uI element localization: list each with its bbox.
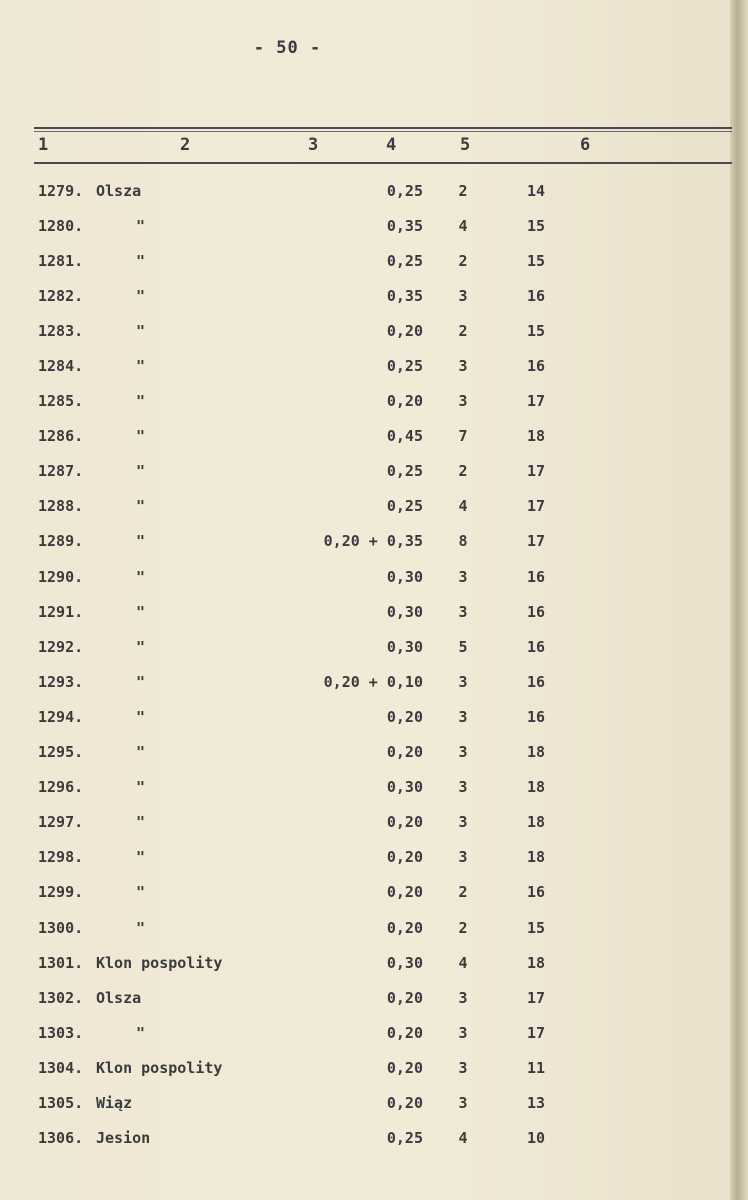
- column-5-value: 16: [526, 637, 546, 656]
- row-number: 1292.: [38, 637, 84, 656]
- table-row: [0, 980, 581, 1015]
- species-name: ": [136, 427, 146, 446]
- species-name: Klon pospolity: [96, 1058, 223, 1077]
- species-name: ": [136, 392, 146, 411]
- row-number: 1301.: [38, 953, 84, 972]
- trunk-diameter: 0,20: [386, 1058, 423, 1077]
- row-number: 1295.: [38, 743, 84, 762]
- column-4-value: 3: [458, 1023, 468, 1042]
- table-row: [0, 1085, 581, 1120]
- row-number: 1305.: [38, 1093, 84, 1112]
- trunk-diameter: 0,20: [386, 918, 423, 937]
- table-row: [0, 1050, 581, 1085]
- table-body: [0, 173, 581, 1156]
- table-row: [0, 348, 581, 383]
- column-5-value: 18: [526, 848, 546, 867]
- row-number: 1302.: [38, 988, 84, 1007]
- table-row: [0, 173, 581, 208]
- species-name: Wiąz: [96, 1093, 133, 1112]
- row-number: 1293.: [38, 672, 84, 691]
- trunk-diameter: 0,20: [386, 321, 423, 340]
- trunk-diameter: 0,30: [386, 602, 423, 621]
- trunk-diameter: 0,25: [386, 357, 423, 376]
- column-4-value: 3: [458, 848, 468, 867]
- column-4-value: 2: [458, 918, 468, 937]
- column-5-value: 17: [526, 988, 546, 1007]
- row-number: 1282.: [38, 286, 84, 305]
- table-row: [0, 524, 581, 559]
- column-5-value: 16: [526, 672, 546, 691]
- species-name: ": [136, 357, 146, 376]
- trunk-diameter: 0,20: [386, 743, 423, 762]
- column-5-value: 10: [526, 1129, 546, 1148]
- species-name: Jesion: [96, 1129, 151, 1148]
- row-number: 1306.: [38, 1129, 84, 1148]
- row-number: 1294.: [38, 707, 84, 726]
- table-row: [0, 594, 581, 629]
- trunk-diameter: 0,20: [386, 813, 423, 832]
- column-4-value: 3: [458, 357, 468, 376]
- column-4-value: 3: [458, 602, 468, 621]
- species-name: ": [136, 848, 146, 867]
- table-row: [0, 419, 581, 454]
- species-name: ": [136, 707, 146, 726]
- species-name: ": [136, 251, 146, 270]
- row-number: 1286.: [38, 427, 84, 446]
- trunk-diameter: 0,20: [386, 848, 423, 867]
- column-4-value: 3: [458, 707, 468, 726]
- trunk-diameter: 0,30: [386, 567, 423, 586]
- row-number: 1283.: [38, 321, 84, 340]
- table-row: [0, 875, 581, 910]
- column-4-value: 5: [458, 637, 468, 656]
- table-row: [0, 629, 581, 664]
- column-5-value: 18: [526, 427, 546, 446]
- column-header-1: 1: [38, 135, 49, 155]
- column-4-value: 8: [458, 532, 468, 551]
- column-4-value: 4: [458, 216, 468, 235]
- table-row: [0, 489, 581, 524]
- column-4-value: 3: [458, 988, 468, 1007]
- column-5-value: 18: [526, 778, 546, 797]
- trunk-diameter: 0,30: [386, 778, 423, 797]
- column-5-value: 16: [526, 707, 546, 726]
- column-header-2: 2: [180, 135, 191, 155]
- column-4-value: 2: [458, 321, 468, 340]
- column-5-value: 17: [526, 497, 546, 516]
- table-row: [0, 313, 581, 348]
- table-top-rule: [34, 127, 732, 129]
- row-number: 1297.: [38, 813, 84, 832]
- table-row: [0, 840, 581, 875]
- species-name: ": [136, 637, 146, 656]
- trunk-diameter: 0,35: [386, 286, 423, 305]
- trunk-diameter: 0,20: [386, 1023, 423, 1042]
- column-5-value: 17: [526, 462, 546, 481]
- trunk-diameter: 0,25: [386, 251, 423, 270]
- column-5-value: 18: [526, 743, 546, 762]
- row-number: 1281.: [38, 251, 84, 270]
- column-5-value: 13: [526, 1093, 546, 1112]
- column-4-value: 3: [458, 778, 468, 797]
- table-row: [0, 664, 581, 699]
- column-5-value: 15: [526, 251, 546, 270]
- column-5-value: 17: [526, 1023, 546, 1042]
- column-5-value: 18: [526, 953, 546, 972]
- column-5-value: 15: [526, 321, 546, 340]
- species-name: ": [136, 672, 146, 691]
- species-name: ": [136, 1023, 146, 1042]
- trunk-diameter: 0,20 + 0,35: [323, 532, 423, 551]
- trunk-diameter: 0,20: [386, 988, 423, 1007]
- row-number: 1287.: [38, 462, 84, 481]
- row-number: 1290.: [38, 567, 84, 586]
- header-bottom-rule: [34, 162, 732, 164]
- column-4-value: 3: [458, 743, 468, 762]
- trunk-diameter: 0,25: [386, 462, 423, 481]
- column-5-value: 17: [526, 392, 546, 411]
- table-row: [0, 735, 581, 770]
- column-5-value: 16: [526, 286, 546, 305]
- column-4-value: 4: [458, 497, 468, 516]
- column-5-value: 16: [526, 602, 546, 621]
- species-name: ": [136, 567, 146, 586]
- species-name: ": [136, 918, 146, 937]
- species-name: Olsza: [96, 181, 142, 200]
- table-row: [0, 805, 581, 840]
- species-name: ": [136, 497, 146, 516]
- table-row: [0, 1121, 581, 1156]
- column-5-value: 18: [526, 813, 546, 832]
- table-row: [0, 278, 581, 313]
- trunk-diameter: 0,25: [386, 181, 423, 200]
- row-number: 1285.: [38, 392, 84, 411]
- trunk-diameter: 0,30: [386, 637, 423, 656]
- row-number: 1304.: [38, 1058, 84, 1077]
- row-number: 1284.: [38, 357, 84, 376]
- column-header-4: 4: [386, 135, 397, 155]
- table-row: [0, 384, 581, 419]
- column-4-value: 3: [458, 392, 468, 411]
- inventory-table: [0, 173, 581, 1156]
- species-name: Klon pospolity: [96, 953, 223, 972]
- column-5-value: 16: [526, 357, 546, 376]
- column-5-value: 14: [526, 181, 546, 200]
- species-name: ": [136, 532, 146, 551]
- column-5-value: 17: [526, 532, 546, 551]
- column-4-value: 3: [458, 1093, 468, 1112]
- column-5-value: 15: [526, 918, 546, 937]
- species-name: ": [136, 286, 146, 305]
- species-name: ": [136, 602, 146, 621]
- row-number: 1299.: [38, 883, 84, 902]
- trunk-diameter: 0,25: [386, 1129, 423, 1148]
- column-4-value: 2: [458, 462, 468, 481]
- trunk-diameter: 0,20: [386, 707, 423, 726]
- row-number: 1288.: [38, 497, 84, 516]
- column-4-value: 3: [458, 1058, 468, 1077]
- column-5-value: 11: [526, 1058, 546, 1077]
- trunk-diameter: 0,45: [386, 427, 423, 446]
- column-4-value: 4: [458, 1129, 468, 1148]
- species-name: ": [136, 883, 146, 902]
- table-top-rule-secondary: [34, 131, 732, 132]
- trunk-diameter: 0,30: [386, 953, 423, 972]
- trunk-diameter: 0,20: [386, 1093, 423, 1112]
- table-row: [0, 208, 581, 243]
- column-4-value: 3: [458, 672, 468, 691]
- column-5-value: 16: [526, 883, 546, 902]
- column-4-value: 7: [458, 427, 468, 446]
- table-row: [0, 559, 581, 594]
- species-name: ": [136, 743, 146, 762]
- page-edge: [730, 0, 748, 1200]
- species-name: ": [136, 778, 146, 797]
- column-4-value: 3: [458, 567, 468, 586]
- table-row: [0, 770, 581, 805]
- species-name: ": [136, 216, 146, 235]
- table-row: [0, 945, 581, 980]
- column-4-value: 2: [458, 181, 468, 200]
- species-name: ": [136, 813, 146, 832]
- trunk-diameter: 0,20: [386, 392, 423, 411]
- species-name: ": [136, 321, 146, 340]
- table-row: [0, 1015, 581, 1050]
- row-number: 1280.: [38, 216, 84, 235]
- trunk-diameter: 0,25: [386, 497, 423, 516]
- page-number: - 50 -: [253, 38, 322, 58]
- row-number: 1289.: [38, 532, 84, 551]
- column-4-value: 3: [458, 813, 468, 832]
- column-header-3: 3: [308, 135, 319, 155]
- row-number: 1296.: [38, 778, 84, 797]
- row-number: 1300.: [38, 918, 84, 937]
- column-4-value: 2: [458, 883, 468, 902]
- column-5-value: 16: [526, 567, 546, 586]
- species-name: ": [136, 462, 146, 481]
- species-name: Olsza: [96, 988, 142, 1007]
- table-row: [0, 243, 581, 278]
- row-number: 1303.: [38, 1023, 84, 1042]
- trunk-diameter: 0,20 + 0,10: [323, 672, 423, 691]
- trunk-diameter: 0,35: [386, 216, 423, 235]
- table-row: [0, 699, 581, 734]
- column-header-5: 5: [460, 135, 471, 155]
- table-row: [0, 454, 581, 489]
- column-4-value: 2: [458, 251, 468, 270]
- row-number: 1291.: [38, 602, 84, 621]
- column-4-value: 3: [458, 286, 468, 305]
- column-5-value: 15: [526, 216, 546, 235]
- column-header-6: 6: [580, 135, 591, 155]
- row-number: 1279.: [38, 181, 84, 200]
- table-row: [0, 910, 581, 945]
- row-number: 1298.: [38, 848, 84, 867]
- trunk-diameter: 0,20: [386, 883, 423, 902]
- column-4-value: 4: [458, 953, 468, 972]
